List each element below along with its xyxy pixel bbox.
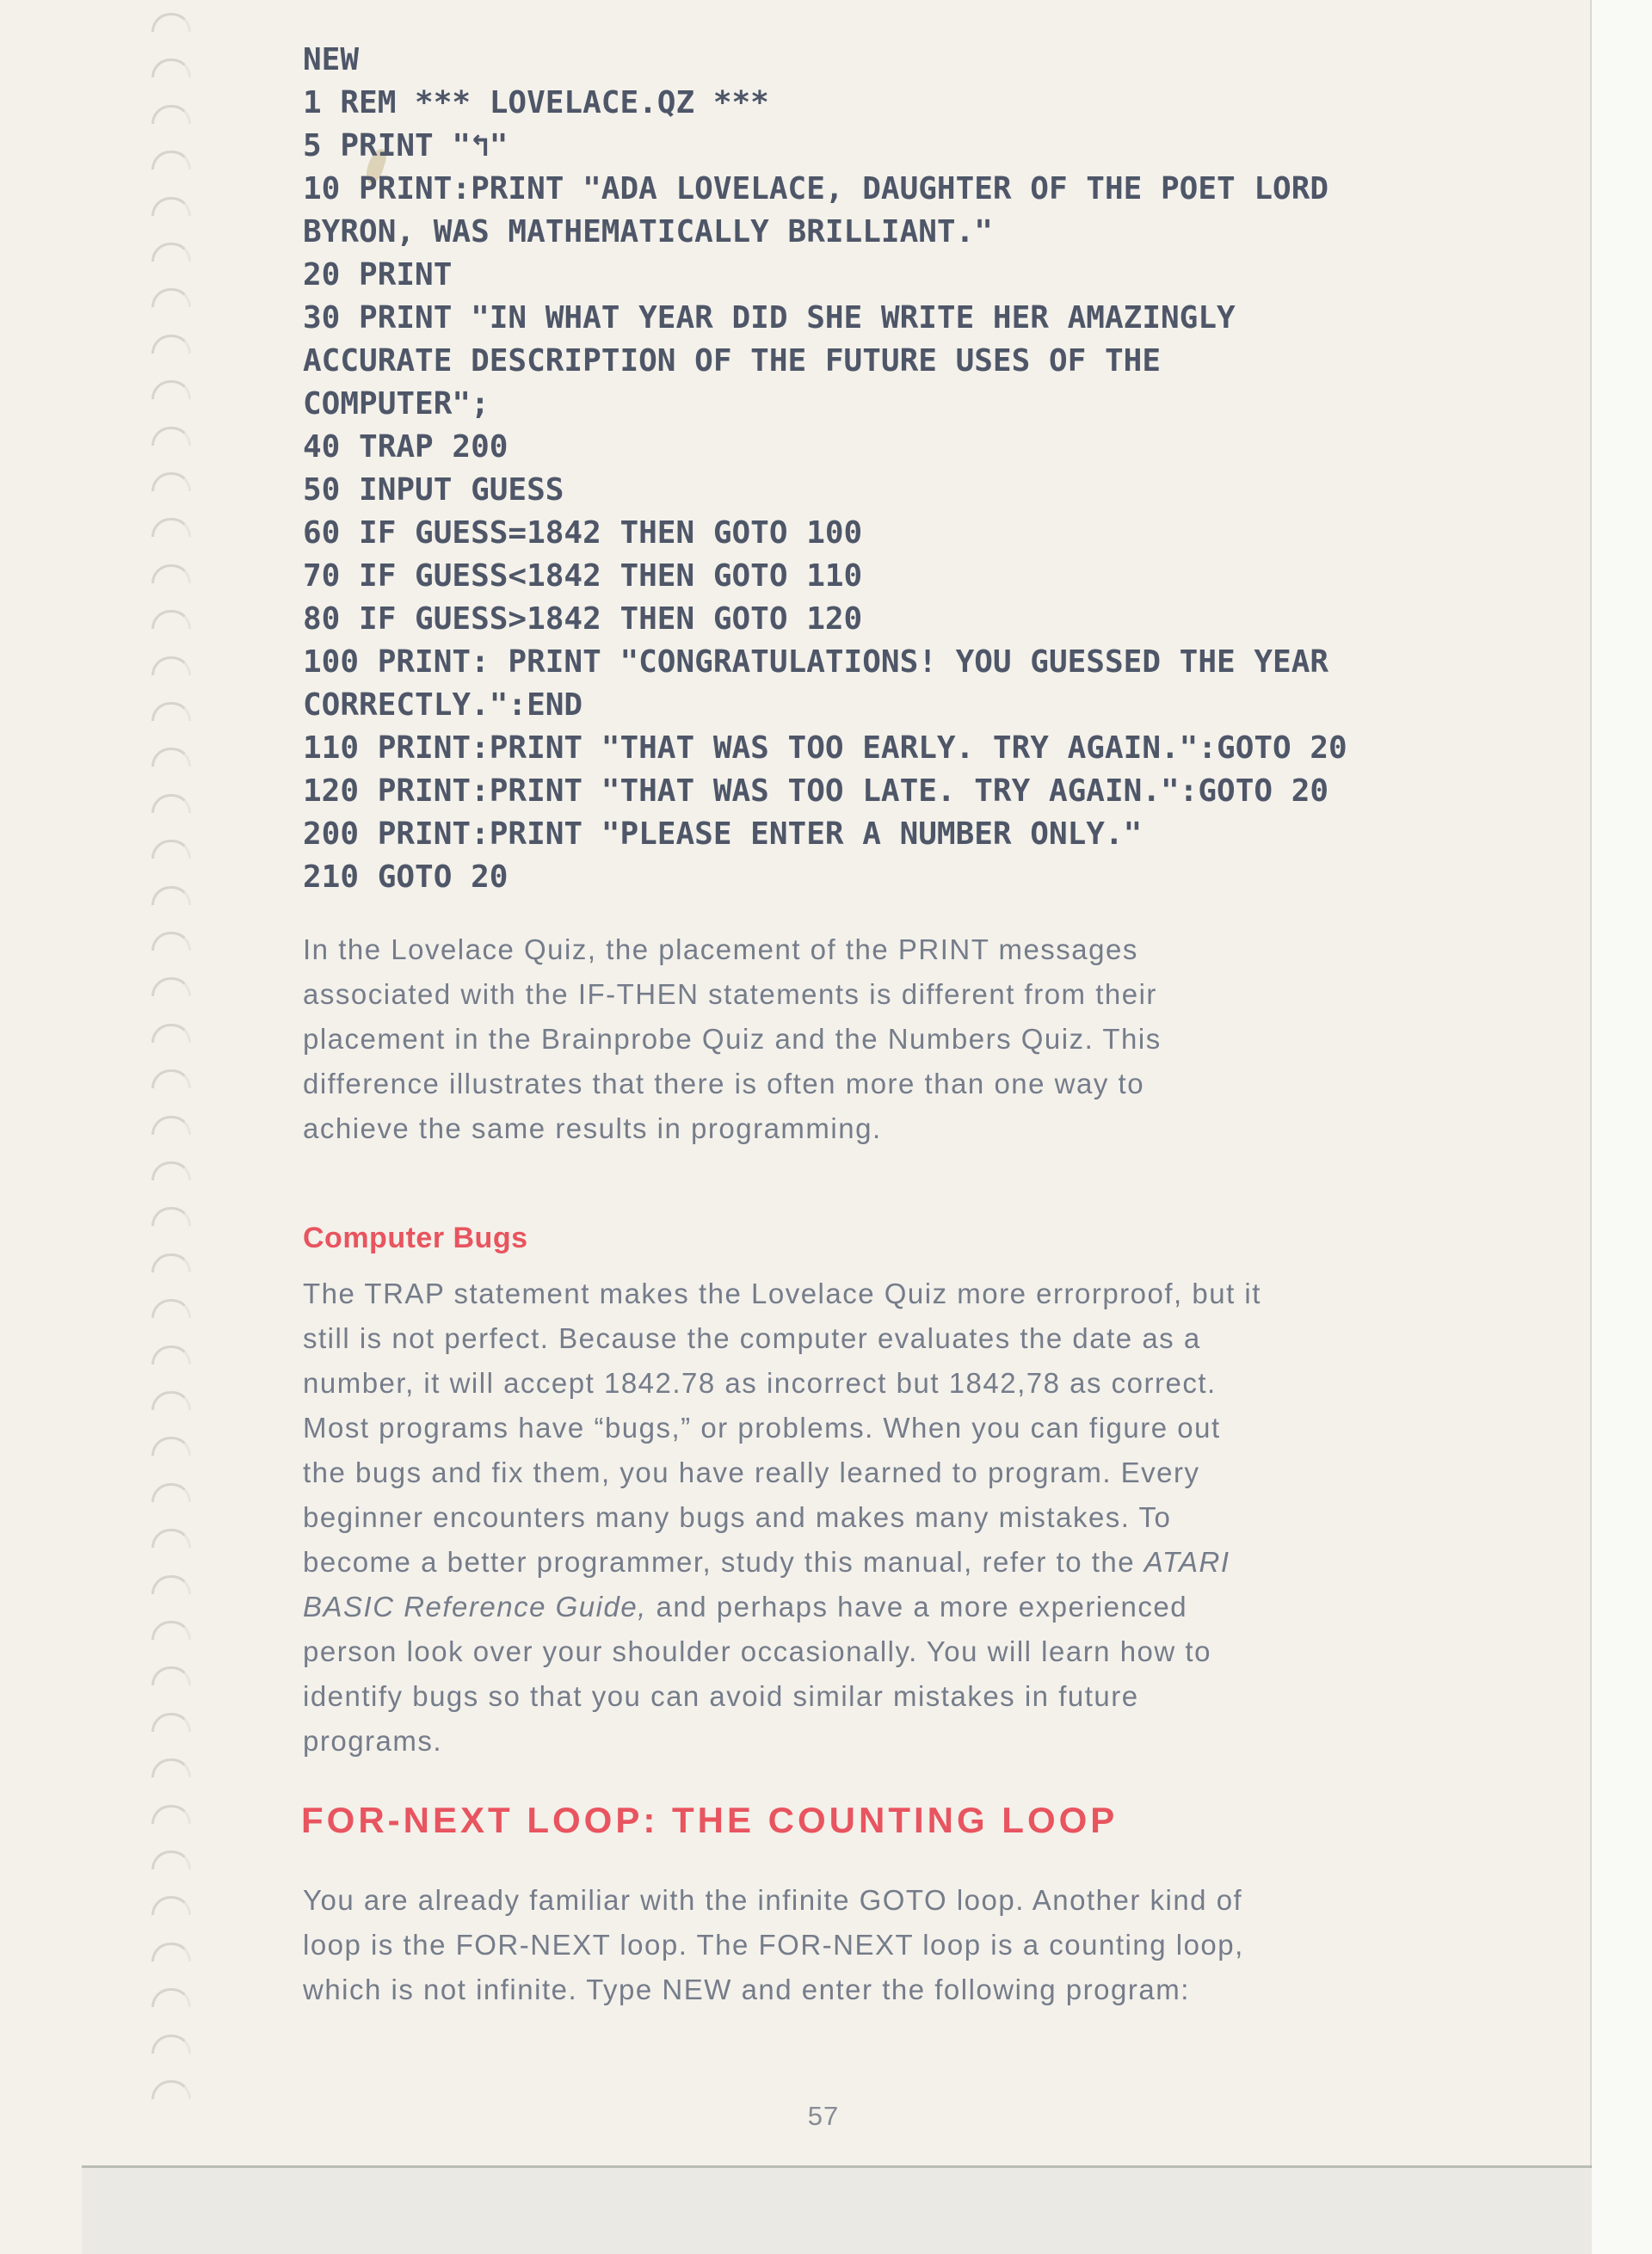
binder-hole-icon bbox=[151, 1483, 191, 1502]
text-line: achieve the same results in programming. bbox=[303, 1112, 882, 1144]
binder-hole-icon bbox=[151, 1024, 191, 1043]
text-line: NEW bbox=[303, 42, 360, 77]
text-line: 20 PRINT bbox=[303, 257, 453, 293]
text-line: 10 PRINT:PRINT "ADA LOVELACE, DAUGHTER OF THE POET LORD bbox=[303, 171, 1329, 206]
binder-hole-icon bbox=[151, 427, 191, 446]
binder-hole-icon bbox=[151, 1299, 191, 1318]
binder-hole-icon bbox=[151, 288, 191, 307]
binder-hole-icon bbox=[151, 1391, 191, 1410]
text-line: 60 IF GUESS=1842 THEN GOTO 100 bbox=[303, 515, 863, 551]
text-line: BASIC Reference Guide, and perhaps have a more experienced bbox=[303, 1591, 1188, 1623]
text-line: Most programs have “bugs,” or problems. When you can figure out bbox=[303, 1412, 1221, 1444]
binder-hole-icon bbox=[151, 977, 191, 996]
text-line: You are already familiar with the infinite GOTO loop. Another kind of bbox=[303, 1884, 1243, 1916]
computer-bugs-heading: Computer Bugs bbox=[303, 1222, 528, 1254]
binder-hole-icon bbox=[151, 840, 191, 859]
binder-hole-icon bbox=[151, 1161, 191, 1180]
binder-hole-icon bbox=[151, 1758, 191, 1777]
text-line: associated with the IF-THEN statements is different from their bbox=[303, 978, 1157, 1010]
binder-hole-icon bbox=[151, 2035, 191, 2054]
page-number: 57 bbox=[807, 2101, 840, 2131]
text-line: 200 PRINT:PRINT "PLEASE ENTER A NUMBER ONLY." bbox=[303, 816, 1143, 852]
scan-background-right bbox=[1590, 0, 1652, 2254]
for-next-paragraph bbox=[303, 1878, 1404, 2012]
binder-hole-icon bbox=[151, 151, 191, 169]
text-line: still is not perfect. Because the computer evaluates the date as a bbox=[303, 1322, 1201, 1354]
text-line: loop is the FOR-NEXT loop. The FOR-NEXT loop is a counting loop, bbox=[303, 1929, 1244, 1961]
binder-hole-icon bbox=[151, 2080, 191, 2099]
text-line: The TRAP statement makes the Lovelace Quiz more errorproof, but it bbox=[303, 1278, 1261, 1309]
text-line: 5 PRINT "↰" bbox=[303, 128, 509, 163]
text-line: In the Lovelace Quiz, the placement of the PRINT messages bbox=[303, 933, 1138, 965]
text-line: become a better programmer, study this manual, refer to the ATARI bbox=[303, 1546, 1230, 1578]
binder-hole-icon bbox=[151, 1116, 191, 1135]
binder-hole-icon bbox=[151, 702, 191, 721]
text-line: 50 INPUT GUESS bbox=[303, 472, 564, 508]
binder-hole-icon bbox=[151, 932, 191, 951]
binder-hole-icon bbox=[151, 472, 191, 491]
text-line: 70 IF GUESS<1842 THEN GOTO 110 bbox=[303, 558, 863, 594]
text-line: 120 PRINT:PRINT "THAT WAS TOO LATE. TRY AGAIN.":GOTO 20 bbox=[303, 773, 1329, 809]
text-line: 30 PRINT "IN WHAT YEAR DID SHE WRITE HER AMAZINGLY bbox=[303, 300, 1236, 336]
binder-hole-icon bbox=[151, 1943, 191, 1961]
binder-hole-icon bbox=[151, 1666, 191, 1685]
text-line: difference illustrates that there is often more than one way to bbox=[303, 1068, 1145, 1099]
binder-hole-icon bbox=[151, 1575, 191, 1594]
binder-hole-icon bbox=[151, 1253, 191, 1272]
binder-hole-icon bbox=[151, 656, 191, 675]
text-line: placement in the Brainprobe Quiz and the Numbers Quiz. This bbox=[303, 1023, 1162, 1055]
text-line: CORRECTLY.":END bbox=[303, 687, 583, 723]
binder-hole-icon bbox=[151, 59, 191, 77]
basic-program-listing bbox=[303, 39, 1456, 899]
scan-background-bottom bbox=[82, 2168, 1592, 2254]
binder-hole-icon bbox=[151, 1621, 191, 1640]
binder-hole-icon bbox=[151, 518, 191, 537]
binder-hole-icon bbox=[151, 794, 191, 813]
intro-paragraph bbox=[303, 927, 1404, 1151]
computer-bugs-paragraph bbox=[303, 1272, 1404, 1764]
binder-hole-icon bbox=[151, 886, 191, 905]
binder-hole-icon bbox=[151, 1207, 191, 1226]
page-bottom-edge bbox=[82, 2165, 1592, 2168]
text-line: identify bugs so that you can avoid similar mistakes in future bbox=[303, 1680, 1139, 1712]
binder-hole-icon bbox=[151, 1346, 191, 1364]
binder-hole-icon bbox=[151, 1529, 191, 1548]
binder-hole-icon bbox=[151, 564, 191, 583]
binder-hole-icon bbox=[151, 1713, 191, 1732]
text-line: person look over your shoulder occasionally. You will learn how to bbox=[303, 1635, 1211, 1667]
binder-hole-icon bbox=[151, 1069, 191, 1088]
binder-hole-icon bbox=[151, 1988, 191, 2007]
text-line: 1 REM *** LOVELACE.QZ *** bbox=[303, 85, 769, 120]
text-line: which is not infinite. Type NEW and enter the following program: bbox=[303, 1974, 1190, 2005]
text-line: 210 GOTO 20 bbox=[303, 859, 509, 895]
binder-hole-icon bbox=[151, 13, 191, 32]
binder-hole-icon bbox=[151, 197, 191, 216]
binder-hole-icon bbox=[151, 748, 191, 767]
text-line: BYRON, WAS MATHEMATICALLY BRILLIANT." bbox=[303, 214, 993, 249]
binder-hole-icon bbox=[151, 380, 191, 399]
binder-hole-icon bbox=[151, 610, 191, 629]
text-line: ACCURATE DESCRIPTION OF THE FUTURE USES OF THE bbox=[303, 343, 1161, 379]
binder-hole-icon bbox=[151, 335, 191, 354]
for-next-loop-heading: FOR-NEXT LOOP: THE COUNTING LOOP bbox=[301, 1800, 1119, 1840]
binder-hole-icon bbox=[151, 1851, 191, 1869]
text-line: beginner encounters many bugs and makes many mistakes. To bbox=[303, 1501, 1172, 1533]
text-line: programs. bbox=[303, 1725, 443, 1757]
binder-hole-icon bbox=[151, 1437, 191, 1456]
binder-hole-icon bbox=[151, 1896, 191, 1915]
text-line: 110 PRINT:PRINT "THAT WAS TOO EARLY. TRY AGAIN.":GOTO 20 bbox=[303, 730, 1347, 766]
text-line: 100 PRINT: PRINT "CONGRATULATIONS! YOU GUESSED THE YEAR bbox=[303, 644, 1329, 680]
binder-hole-icon bbox=[151, 105, 191, 124]
text-line: 40 TRAP 200 bbox=[303, 429, 509, 465]
binder-hole-icon bbox=[151, 1805, 191, 1824]
text-line: 80 IF GUESS>1842 THEN GOTO 120 bbox=[303, 601, 863, 637]
text-line: the bugs and fix them, you have really learned to program. Every bbox=[303, 1456, 1200, 1488]
binder-hole-icon bbox=[151, 243, 191, 262]
text-line: number, it will accept 1842.78 as incorrect but 1842,78 as correct. bbox=[303, 1367, 1217, 1399]
text-line: COMPUTER"; bbox=[303, 386, 490, 422]
